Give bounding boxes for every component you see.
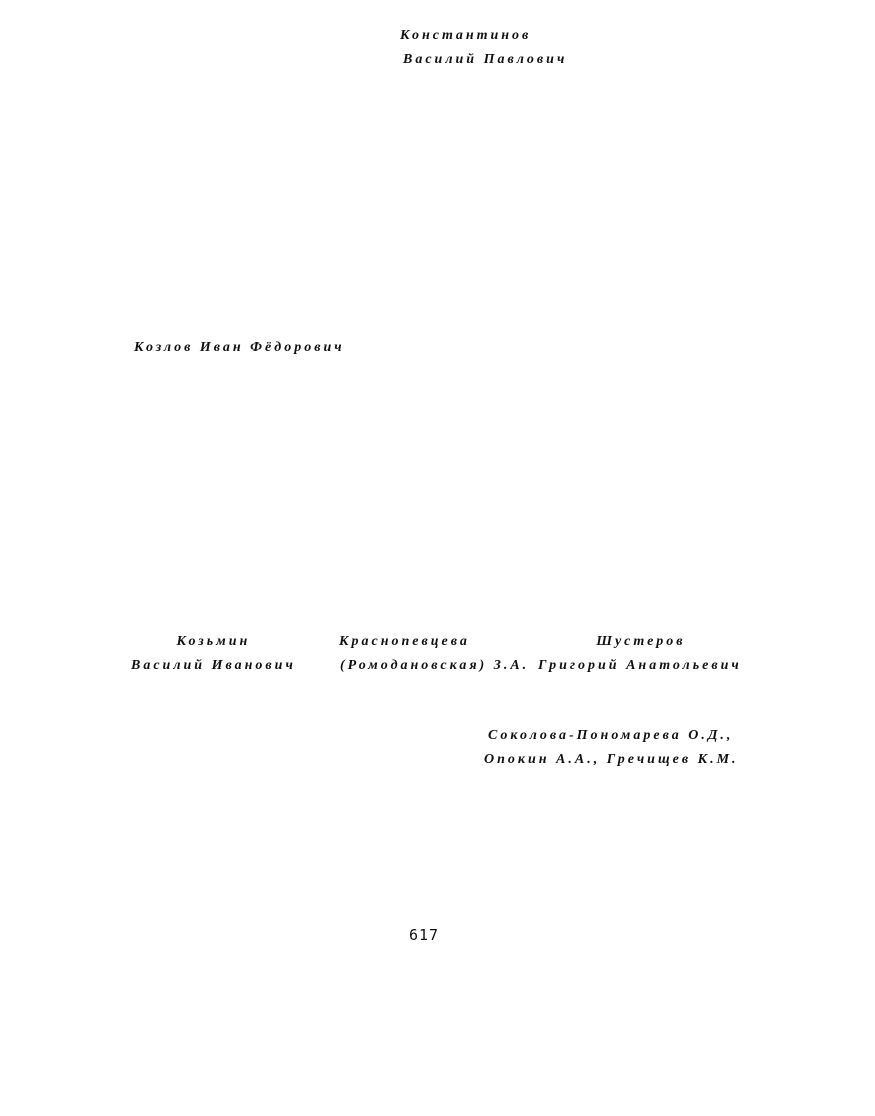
caption-kozlov: [134, 336, 345, 360]
caption-line: Соколова-Пономарева О.Д.,: [488, 728, 734, 743]
caption-line: Шустеров: [596, 634, 686, 649]
caption-kozmin: [131, 630, 296, 678]
caption-konstantinov: [400, 24, 567, 72]
caption-line: Козьмин: [176, 634, 251, 649]
caption-line: Василий Иванович: [131, 658, 296, 673]
caption-line: (Ромодановская) З.А.: [340, 658, 530, 673]
caption-line: Григорий Анатольевич: [538, 658, 742, 673]
caption-line: Опокин А.А., Гречищев К.М.: [484, 752, 739, 767]
caption-krasnopevtseva: [339, 630, 529, 678]
caption-authors: [484, 724, 739, 772]
page-number: 617: [409, 926, 440, 944]
caption-line: Василий Павлович: [403, 52, 568, 67]
caption-shusterov: [538, 630, 742, 678]
caption-line: Константинов: [400, 28, 532, 43]
caption-line: Козлов Иван Фёдорович: [134, 340, 345, 355]
caption-line: Краснопевцева: [339, 634, 470, 649]
